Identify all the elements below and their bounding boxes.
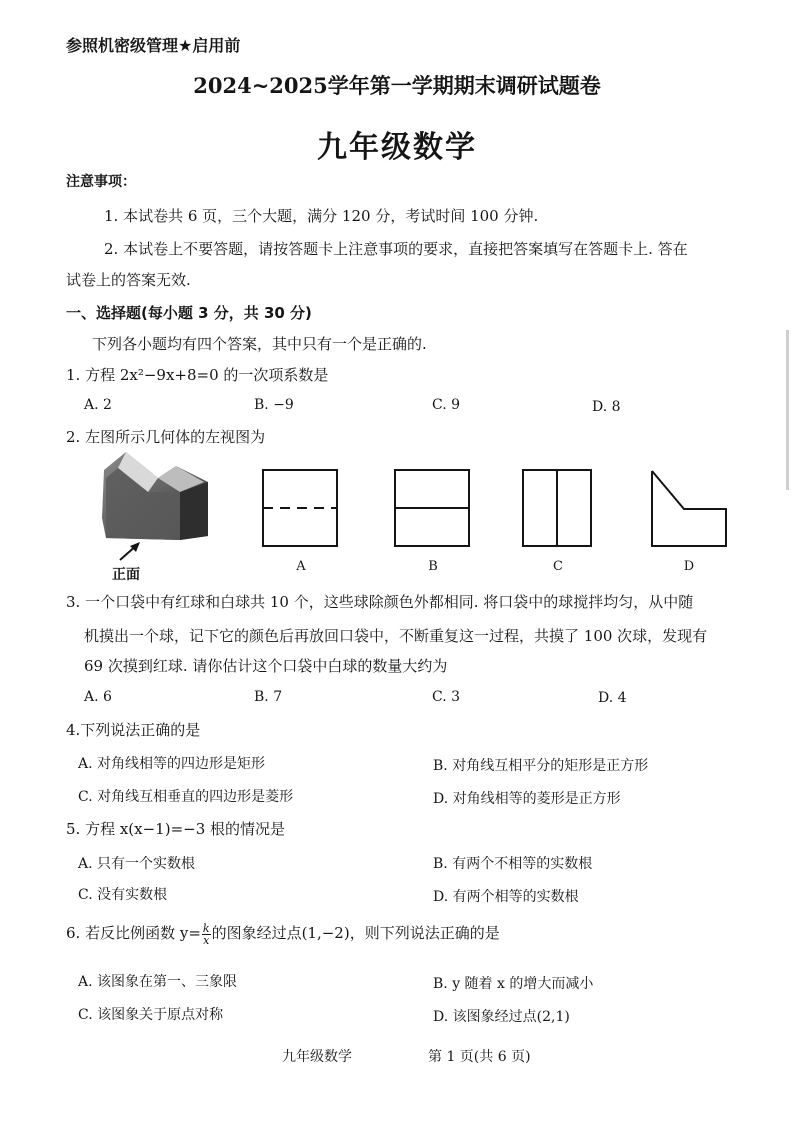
question-2-stem: 2. 左图所示几何体的左视图为 (66, 428, 266, 446)
front-label: 正面 (112, 567, 140, 583)
question-6-option-b: B. y 随着 x 的增大而减小 (433, 976, 594, 992)
question-4-stem: 4.下列说法正确的是 (66, 721, 201, 739)
question-3-option-a: A. 6 (84, 689, 112, 705)
question-5-option-d: D. 有两个相等的实数根 (433, 889, 579, 905)
question-3-option-b: B. 7 (254, 689, 283, 705)
option-b-figure (394, 469, 472, 549)
scan-edge-divider (786, 330, 789, 490)
question-4-option-d: D. 对角线相等的菱形是正方形 (433, 791, 621, 807)
notes-heading: 注意事项： (66, 174, 136, 190)
question-1-option-a: A. 2 (84, 397, 112, 413)
question-6-stem-suffix: 的图象经过点(1,−2)，则下列说法正确的是 (211, 924, 500, 942)
fraction-k-over-x (202, 923, 211, 946)
question-3-line-3: 69 次摸到红球. 请你估计这个口袋中白球的数量大约为 (84, 657, 448, 675)
option-b-label: B (428, 559, 438, 574)
subject-title: 九年级数学 (317, 130, 477, 165)
exam-title: 2024~2025学年第一学期期末调研试题卷 (193, 73, 601, 98)
question-3-line-1: 3. 一个口袋中有红球和白球共 10 个，这些球除颜色外都相同. 将口袋中的球搅拌均匀，从中随 (66, 593, 694, 611)
fraction-denominator: x (203, 933, 210, 947)
option-d-figure (650, 469, 730, 549)
question-4-option-a: A. 对角线相等的四边形是矩形 (78, 756, 266, 772)
question-6-stem (66, 922, 500, 946)
question-6-option-d: D. 该图象经过点(2,1) (433, 1009, 570, 1025)
question-1-option-c: C. 9 (432, 397, 461, 413)
option-a-figure (262, 469, 340, 549)
question-3-option-c: C. 3 (432, 689, 461, 705)
notes-item-2-line-2: 试卷上的答案无效. (66, 271, 191, 289)
question-5-option-c: C. 没有实数根 (78, 887, 168, 903)
notes-item-1: 1. 本试卷共 6 页，三个大题，满分 120 分，考试时间 100 分钟. (104, 207, 539, 225)
fraction-numerator: k (202, 921, 210, 935)
option-c-figure (522, 469, 594, 549)
footer-page-number: 第 1 页(共 6 页) (428, 1049, 531, 1065)
option-a-label: A (296, 559, 306, 574)
section-1-heading: 一、选择题(每小题 3 分，共 30 分) (66, 304, 312, 322)
question-6-option-a: A. 该图象在第一、三象限 (78, 974, 238, 990)
question-5-option-a: A. 只有一个实数根 (78, 856, 196, 872)
option-c-label: C (553, 559, 563, 574)
question-1-stem: 1. 方程 2x²−9x+8=0 的一次项系数是 (66, 366, 329, 384)
question-4-option-b: B. 对角线互相平分的矩形是正方形 (433, 758, 649, 774)
question-1-option-b: B. −9 (254, 397, 294, 413)
solid-figure (96, 448, 216, 548)
option-d-label: D (683, 559, 695, 574)
confidentiality-label: 参照机密级管理★启用前 (66, 36, 241, 55)
question-6-stem-prefix: 6. 若反比例函数 y= (66, 924, 201, 942)
question-3-option-d: D. 4 (598, 690, 627, 706)
front-arrow-icon (116, 540, 146, 564)
question-4-option-c: C. 对角线互相垂直的四边形是菱形 (78, 789, 294, 805)
question-3-line-2: 机摸出一个球，记下它的颜色后再放回口袋中，不断重复这一过程，共摸了 100 次球，发现有 (84, 627, 708, 645)
question-6-option-c: C. 该图象关于原点对称 (78, 1007, 224, 1023)
footer-subject: 九年级数学 (282, 1049, 352, 1065)
question-5-stem: 5. 方程 x(x−1)=−3 根的情况是 (66, 820, 286, 838)
notes-item-2-line-1: 2. 本试卷上不要答题，请按答题卡上注意事项的要求，直接把答案填写在答题卡上. 答在 (104, 240, 688, 258)
question-5-option-b: B. 有两个不相等的实数根 (433, 856, 593, 872)
section-1-intro: 下列各小题均有四个答案，其中只有一个是正确的. (92, 335, 427, 353)
question-1-option-d: D. 8 (592, 399, 621, 415)
